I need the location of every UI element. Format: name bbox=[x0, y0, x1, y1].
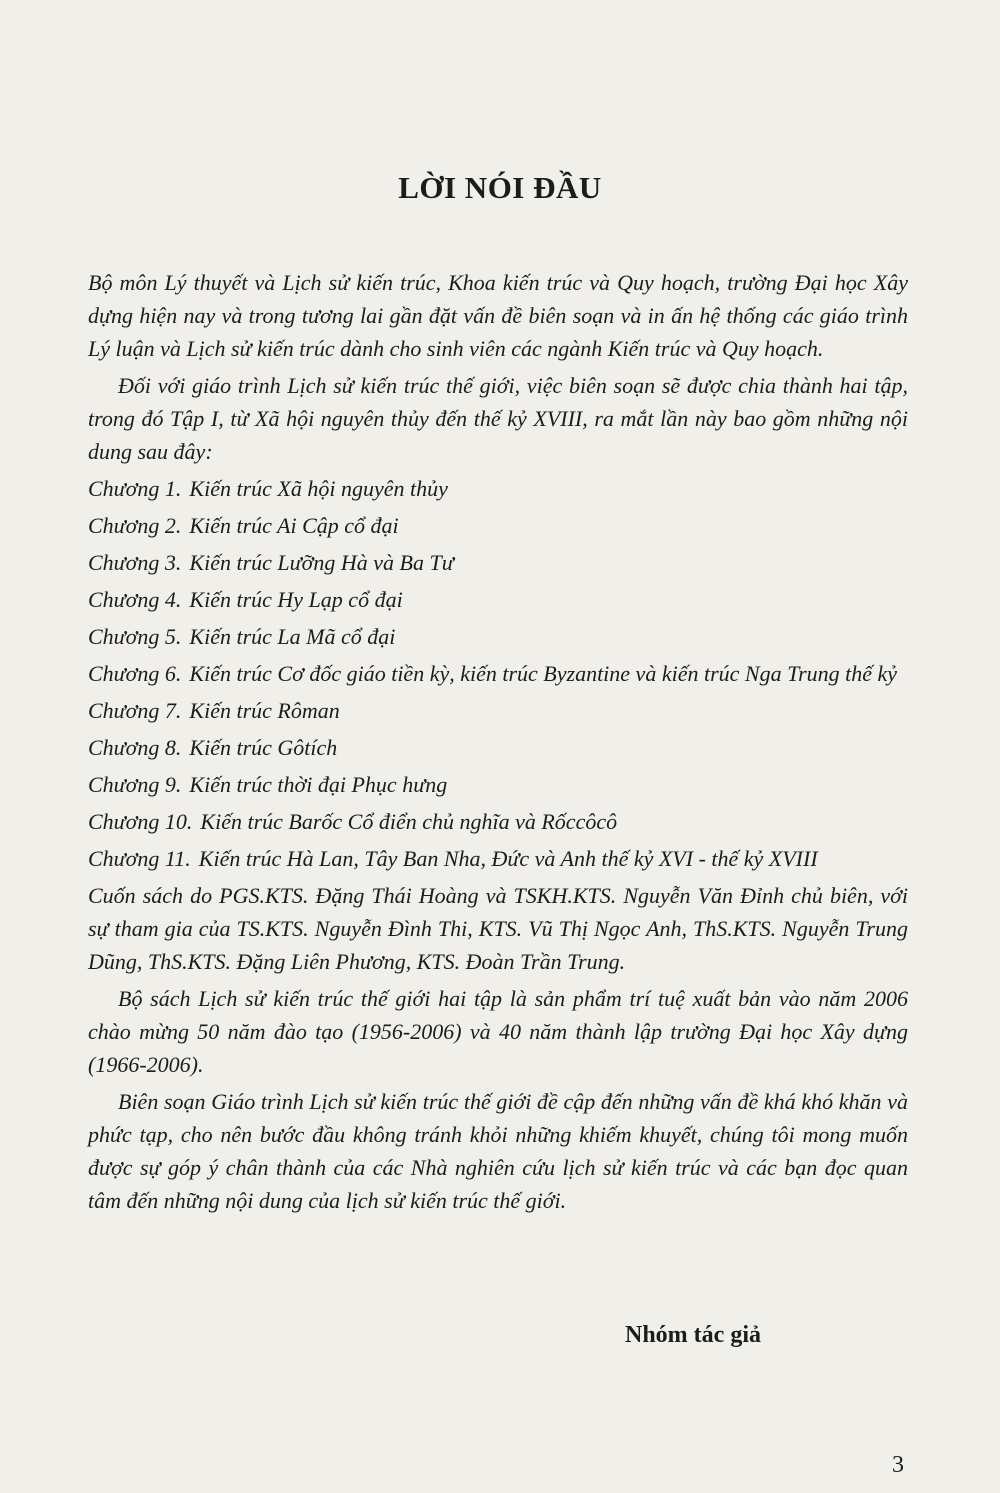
chapter-item bbox=[88, 620, 908, 653]
paragraph-publication: Bộ sách Lịch sử kiến trúc thế giới hai tập là sản phẩm trí tuệ xuất bản vào năm 2006 chào mừng 50 năm đào tạo (1956-2006) và 40 năm thành lập trường Đại học Xây dựng (1966-2006). bbox=[88, 986, 908, 1077]
paragraph-intro: Bộ môn Lý thuyết và Lịch sử kiến trúc, Khoa kiến trúc và Quy hoạch, trường Đại học Xây dựng hiện nay và trong tương lai gần đặt vấn đề biên soạn và in ấn hệ thống các giáo trình Lý luận và Lịch sử kiến trúc dành cho sinh viên các ngành Kiến trúc và Quy hoạch. bbox=[88, 270, 908, 361]
chapter-number: Chương 8. bbox=[88, 735, 182, 760]
chapter-name: Kiến trúc Xã hội nguyên thủy bbox=[189, 476, 448, 501]
paragraph-authors: Cuốn sách do PGS.KTS. Đặng Thái Hoàng và TSKH.KTS. Nguyễn Văn Đỉnh chủ biên, với sự tham gia của TS.KTS. Nguyễn Đình Thi, KTS. Vũ Thị Ngọc Anh, ThS.KTS. Nguyễn Trung Dũng, ThS.KTS. Đặng Liên Phương, KTS. Đoàn Trần Trung. bbox=[88, 883, 908, 974]
chapter-item bbox=[88, 546, 908, 579]
chapter-item bbox=[88, 731, 908, 764]
chapter-item bbox=[88, 842, 908, 875]
chapter-item bbox=[88, 472, 908, 505]
body-text bbox=[88, 266, 908, 1221]
paragraph-volume-intro: Đối với giáo trình Lịch sử kiến trúc thế giới, việc biên soạn sẽ được chia thành hai tập, trong đó Tập I, từ Xã hội nguyên thủy đến thế kỷ XVIII, ra mắt lần này bao gồm những nội dung sau đây: bbox=[88, 373, 908, 464]
chapter-number: Chương 2. bbox=[88, 513, 182, 538]
chapter-number: Chương 11. bbox=[88, 846, 191, 871]
page-title: LỜI NÓI ĐẦU bbox=[398, 170, 602, 205]
chapter-number: Chương 10. bbox=[88, 809, 193, 834]
chapter-name: Kiến trúc La Mã cổ đại bbox=[189, 624, 396, 649]
chapter-item bbox=[88, 657, 908, 690]
author-signature: Nhóm tác giả bbox=[625, 1322, 761, 1348]
chapter-name: Kiến trúc Rôman bbox=[189, 698, 340, 723]
paragraph-closing: Biên soạn Giáo trình Lịch sử kiến trúc thế giới đề cập đến những vấn đề khá khó khăn và phức tạp, cho nên bước đầu không tránh khỏi những khiếm khuyết, chúng tôi mong muốn được sự góp ý chân thành của các Nhà nghiên cứu lịch sử kiến trúc và các bạn đọc quan tâm đến những nội dung của lịch sử kiến trúc thế giới. bbox=[88, 1089, 908, 1213]
chapter-name: Kiến trúc thời đại Phục hưng bbox=[189, 772, 448, 797]
chapter-name: Kiến trúc Lưỡng Hà và Ba Tư bbox=[189, 550, 454, 575]
chapter-item bbox=[88, 509, 908, 542]
chapter-number: Chương 9. bbox=[88, 772, 182, 797]
chapter-number: Chương 5. bbox=[88, 624, 182, 649]
chapter-number: Chương 7. bbox=[88, 698, 182, 723]
chapter-name: Kiến trúc Gôtích bbox=[189, 735, 338, 760]
chapter-list bbox=[88, 472, 908, 875]
chapter-name: Kiến trúc Hy Lạp cổ đại bbox=[189, 587, 403, 612]
chapter-number: Chương 6. bbox=[88, 661, 182, 686]
chapter-number: Chương 3. bbox=[88, 550, 182, 575]
chapter-name: Kiến trúc Hà Lan, Tây Ban Nha, Đức và Anh thế kỷ XVI - thế kỷ XVIII bbox=[198, 846, 818, 871]
chapter-name: Kiến trúc Ai Cập cổ đại bbox=[189, 513, 399, 538]
chapter-item bbox=[88, 583, 908, 616]
chapter-number: Chương 4. bbox=[88, 587, 182, 612]
chapter-item bbox=[88, 694, 908, 727]
chapter-item bbox=[88, 805, 908, 838]
chapter-name: Kiến trúc Cơ đốc giáo tiền kỳ, kiến trúc Byzantine và kiến trúc Nga Trung thế kỷ bbox=[189, 661, 898, 686]
chapter-name: Kiến trúc Barốc Cổ điển chủ nghĩa và Rốccôcô bbox=[200, 809, 618, 834]
chapter-number: Chương 1. bbox=[88, 476, 182, 501]
chapter-item bbox=[88, 768, 908, 801]
page-number: 3 bbox=[892, 1452, 904, 1478]
